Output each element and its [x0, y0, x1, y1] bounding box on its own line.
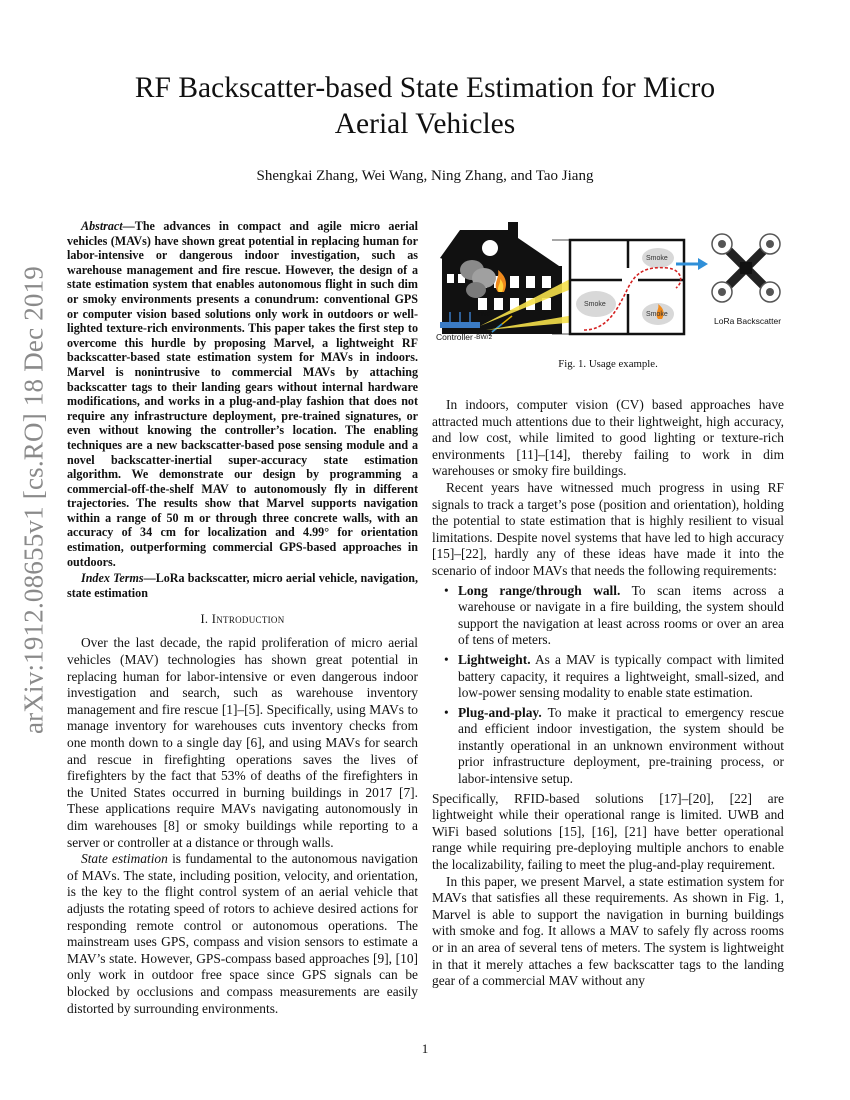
lora-backscatter-label: LoRa Backscatter: [714, 316, 782, 326]
bw-negative-label: -BW/2: [474, 334, 493, 341]
arxiv-identifier: [4, 265, 64, 735]
requirements-list: [432, 583, 784, 788]
smoke-label-3: Smoke: [646, 311, 668, 318]
arxiv-identifier-text: arXiv:1912.08655v1 [cs.RO] 18 Dec 2019: [18, 265, 49, 735]
requirement-text: To scan items across a warehouse or navigate in a fire building, the system should support the navigation at least across rooms or over an area of tens of meters.: [458, 582, 784, 648]
abstract: [67, 219, 418, 600]
controller-label: Controller: [436, 332, 473, 342]
right-paragraph-1: In indoors, computer vision (CV) based approaches have attracted much attentions due to their lightweight, high accuracy, and low cost, while limited to good lighting or texture-rich environments [11]–[14], thereby failing to work in dim warehouses or smoky fire buildings.: [432, 397, 784, 479]
intro-paragraph-1: Over the last decade, the rapid proliferation of micro aerial vehicles (MAV) technologies has shown great potential in replacing human for labor-intensive or even dangerous indoor investigation and search, such as warehouse inventory management and fire rescue [1]–[5]. Specifically, using MAVs to manage inventory for warehouses cuts inventory checks from one month down to a single day [6], and using MAVs for search and rescue in firefighting operations saves the lives of firefighters by the fact that 53% of deaths of the firefighters in the United States occurred in burning buildings in 2017 [7]. These applications require MAVs navigating autonomously in dim warehouses [8] or smoky buildings while reporting to a server or controller at a distance or through walls.: [67, 635, 418, 850]
requirement-item: [458, 652, 784, 702]
right-paragraph-3: Specifically, RFID-based solutions [17]–[20], [22] are lightweight while their operational range is limited. UWB and WiFi based solutions [15], [16], [21] have better operational range while requiring pre-deploying multiple anchors to enable the localizability, failing to meet the plug-and-play requirement.: [432, 790, 784, 873]
title-line-1: RF Backscatter-based State Estimation for Micro: [134, 72, 716, 104]
section-heading: I. Introduction: [200, 612, 285, 627]
right-paragraph-4: In this paper, we present Marvel, a state estimation system for MAVs that satisfies all these requirements. As shown in Fig. 1, Marvel is able to support the navigation in burning buildings with smoke and fog. It allows a MAV to safely fly across rooms or in an area of several tens of meters. The system is lightweight in that it merely attaches a few backscatter tags to the landing gear of a commercial MAV without any: [432, 873, 784, 989]
bw-positive-label: BW/2: [476, 311, 492, 318]
index-terms-text: —LoRa backscatter, micro aerial vehicle, navigation, state estimation: [67, 571, 419, 600]
intro-paragraph-2-text: is fundamental to the autonomous navigation of MAVs. The state, including position, velocity, and orientation, is the key to the flight control system of an aerial vehicle that adjusts the rotating speed of rotors to achieve desired actions for responding remote control or autonomous operations. The mainstream uses GPS, compass and vision sensors to estimate a MAV’s state. However, GPS-compass based approaches [9], [10] only work in outdoor free space since GPS signals can be blocked by occlusions and compass measurements are easily distorted by surrounding environments.: [67, 851, 418, 1016]
left-column: [67, 219, 418, 1017]
smoke-label-2: Smoke: [584, 301, 606, 308]
requirement-title: Plug-and-play.: [458, 704, 542, 720]
freq-axis-label: f: [492, 305, 494, 312]
time-axis-label: t: [516, 325, 518, 332]
abstract-text: —The advances in compact and agile micro aerial vehicles (MAVs) have shown great potential in replacing human for labor-intensive or dangerous indoor investigation, such as warehouse management and fire rescue. However, the design of a state estimation system that enables autonomous flight in such dim or smoky environments presents a conundrum: conventional GPS or computer vision based solutions only work in outdoors or well-lighted texture-rich environments. This paper takes the first step to overcome this hurdle by proposing Marvel, a lightweight RF backscatter-based state estimation system for MAVs in indoors. Marvel is nonintrusive to commercial MAVs by attaching backscatter tags to their landing gears without internal hardware modifications, and works in a plug-and-play fashion that does not require any infrastructure deployment, pre-trained signatures, or even without knowing the controller’s location. The enabling techniques are a new backscatter-based pose sensing module and a novel backscatter-inertial super-accuracy state estimation algorithm. We demonstrate our design by programming a commercial-off-the-shelf MAV to autonomously fly in different trajectories. The results show that Marvel supports navigation within a range of 50 m or through three concrete walls, with an accuracy of 34 cm for localization and 4.99° for orientation estimation, outperforming commercial GPS-based approaches in outdoors.: [67, 219, 418, 569]
index-terms-label: Index Terms: [81, 571, 144, 586]
requirement-title: Long range/through wall.: [458, 582, 621, 598]
smoke-label-1: Smoke: [646, 255, 668, 262]
state-estimation-term: State estimation: [81, 851, 168, 867]
paper-title: [60, 70, 790, 142]
drone-icon: [712, 234, 780, 302]
requirement-item: [458, 583, 784, 649]
requirement-title: Lightweight.: [458, 651, 531, 667]
page-number: 1: [421, 1041, 429, 1056]
abstract-label: Abstract: [81, 219, 123, 233]
right-column: [432, 397, 784, 990]
requirement-text: As a MAV is typically compact with limited battery capacity, it requires a lightweight, small-sized, and low-power sensing modality to enable state estimation.: [458, 651, 784, 701]
requirement-item: [458, 705, 784, 788]
requirement-text: To make it practical to emergency rescue and efficient indoor investigation, the system should be instantly operational in an unknown environment without prior infrastructure deployment, pre-training process, or labor-intensive setup.: [458, 704, 784, 787]
right-paragraph-2: Recent years have witnessed much progress in using RF signals to track a target’s pose (position and orientation), holding the potential to state estimation that is highly resilient to visual limitations. Despite novel systems that have led to high accuracy [15]–[22], hardly any of these ideas have made it into the scenario of indoor MAVs that needs the following requirements:: [432, 479, 784, 578]
title-line-2: Aerial Vehicles: [334, 108, 516, 140]
intro-paragraph-2: [67, 851, 418, 1017]
usage-example-figure: [432, 218, 784, 346]
figure-caption: Fig. 1. Usage example.: [558, 358, 658, 370]
author-list: Shengkai Zhang, Wei Wang, Ning Zhang, and Tao Jiang: [256, 168, 594, 184]
